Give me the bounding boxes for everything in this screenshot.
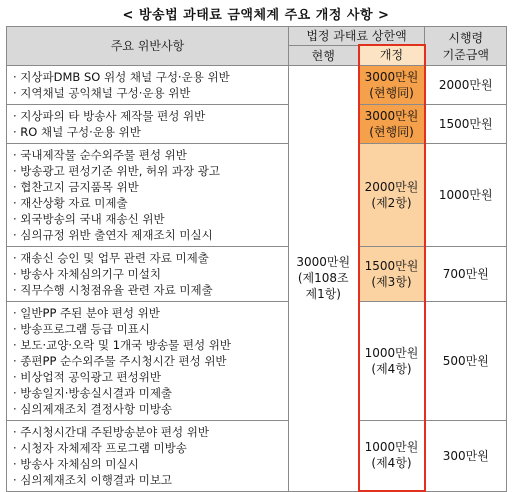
header-base-line1: 시행령 xyxy=(448,30,484,45)
revised-limit-cell xyxy=(359,65,425,104)
current-limit-line2: (제108조 xyxy=(297,271,349,285)
table-row xyxy=(7,420,507,491)
violation-list xyxy=(7,65,289,104)
violation-item: · 방송일지·방송실시결과 미제출 xyxy=(13,385,173,400)
violation-list xyxy=(7,246,289,301)
revised-clause: (제4항) xyxy=(371,456,412,471)
revised-clause: (현행同) xyxy=(369,85,414,100)
violation-item: · 비상업적 공익광고 편성위반 xyxy=(13,369,161,384)
current-limit-cell xyxy=(289,65,359,491)
base-amount-cell: 1500만원 xyxy=(425,104,507,143)
penalty-table xyxy=(6,26,507,492)
violation-item: · 직무수행 시청점유율 관련 자료 미제출 xyxy=(13,282,213,297)
header-current: 현행 xyxy=(289,45,359,65)
violation-item: · 심의제재조치 이행결과 미보고 xyxy=(13,472,173,487)
revised-clause: (제3항) xyxy=(371,274,412,289)
revised-limit-cell xyxy=(359,301,425,420)
violation-item: · 심의제재조치 결정사항 미방송 xyxy=(13,401,173,416)
page-title: < 방송법 과태료 금액체계 주요 개정 사항 > xyxy=(122,8,390,23)
base-amount-cell: 2000만원 xyxy=(425,65,507,104)
violation-list xyxy=(7,104,289,143)
revised-clause: (제4항) xyxy=(371,361,412,376)
violation-item: · 주시청시간대 주된방송분야 편성 위반 xyxy=(13,424,210,439)
violation-item: · 심의규정 위반 출연자 제재조치 미실시 xyxy=(13,227,213,242)
header-base-amount xyxy=(425,27,507,66)
revised-limit-cell xyxy=(359,143,425,246)
header-base-line2: 기준금액 xyxy=(442,47,489,62)
header-revised: 개정 xyxy=(359,45,425,65)
base-amount-cell: 1000만원 xyxy=(425,143,507,246)
violation-item: · 방송프로그램 등급 미표시 xyxy=(13,321,150,336)
violation-list xyxy=(7,420,289,491)
revised-amount: 3000만원 xyxy=(364,69,419,84)
violation-item: · 외국방송의 국내 재송신 위반 xyxy=(13,211,165,226)
violation-item: · 지상파DMB SO 위성 채널 구성·운용 위반 xyxy=(13,69,230,84)
current-limit-line3: 제1항) xyxy=(305,287,341,301)
violation-item: · 국내제작물 순수외주물 편성 위반 xyxy=(13,147,187,162)
revised-amount: 2000만원 xyxy=(364,179,419,194)
revised-limit-cell xyxy=(359,420,425,491)
revised-amount: 1000만원 xyxy=(364,345,419,360)
base-amount-cell: 700만원 xyxy=(425,246,507,301)
revised-limit-cell xyxy=(359,104,425,143)
table-row xyxy=(7,301,507,420)
violation-item: · 지역채널 공익채널 구성·운용 위반 xyxy=(13,85,191,100)
revised-clause: (제2항) xyxy=(371,195,412,210)
violation-item: · RO 채널 구성·운용 위반 xyxy=(13,124,141,139)
table-row xyxy=(7,104,507,143)
table-row xyxy=(7,65,507,104)
table-row xyxy=(7,246,507,301)
revised-limit-cell xyxy=(359,246,425,301)
violation-list xyxy=(7,301,289,420)
violation-item: · 방송사 자체심의기구 미설치 xyxy=(13,266,161,281)
table-row xyxy=(7,143,507,246)
revised-amount: 3000만원 xyxy=(364,108,419,123)
violation-item: · 보도·교양·오락 및 1개국 방송물 편성 위반 xyxy=(13,337,231,352)
header-violations: 주요 위반사항 xyxy=(7,27,289,66)
violation-item: · 지상파의 타 방송사 제작물 편성 위반 xyxy=(13,108,206,123)
violation-item: · 방송사 자체심의 미실시 xyxy=(13,456,139,471)
violation-item: · 일반PP 주된 분야 편성 위반 xyxy=(13,305,160,320)
violation-item: · 종편PP 순수외주물 주시청시간 편성 위반 xyxy=(13,353,227,368)
header-legal-limit: 법정 과태료 상한액 xyxy=(289,27,425,46)
revised-amount: 1000만원 xyxy=(364,440,419,455)
violation-item: · 재산상황 자료 미제출 xyxy=(13,195,128,210)
current-limit-line1: 3000만원 xyxy=(296,255,351,269)
violation-item: · 협찬고지 금지품목 위반 xyxy=(13,179,139,194)
revised-amount: 1500만원 xyxy=(364,258,419,273)
violation-list xyxy=(7,143,289,246)
violation-item: · 재송신 승인 및 업무 관련 자료 미제출 xyxy=(13,250,209,265)
revised-clause: (현행同) xyxy=(369,124,414,139)
base-amount-cell: 300만원 xyxy=(425,420,507,491)
violation-item: · 시청자 자체제작 프로그램 미방송 xyxy=(13,440,187,455)
violation-item: · 방송광고 편성기준 위반, 허위 과장 광고 xyxy=(13,163,220,178)
base-amount-cell: 500만원 xyxy=(425,301,507,420)
